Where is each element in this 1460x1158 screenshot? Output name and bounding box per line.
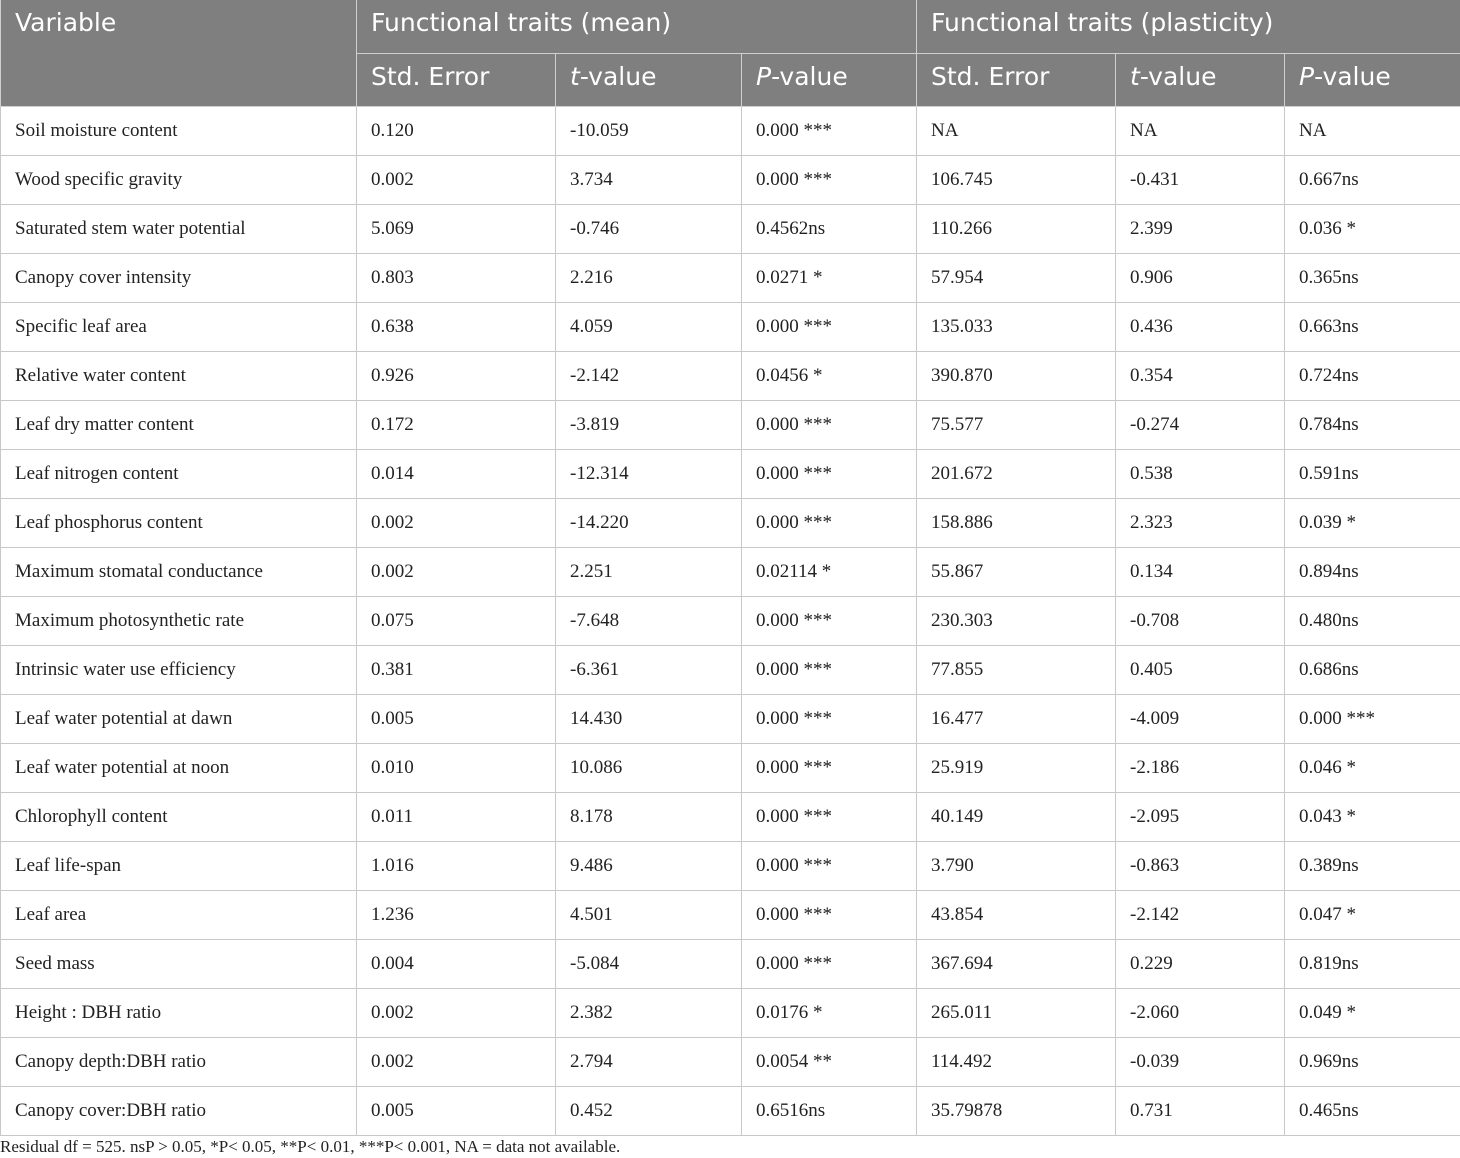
cell-mean-t-value: 14.430 bbox=[556, 695, 742, 744]
cell-plasticity-p-value: 0.784ns bbox=[1285, 401, 1460, 450]
p-suffix: -value bbox=[1314, 62, 1391, 91]
table-row bbox=[1, 107, 1460, 156]
cell-mean-std-error: 0.005 bbox=[357, 695, 556, 744]
cell-mean-std-error: 1.236 bbox=[357, 891, 556, 940]
cell-mean-t-value: 0.452 bbox=[556, 1087, 742, 1136]
cell-plasticity-std-error: 135.033 bbox=[917, 303, 1116, 352]
cell-plasticity-std-error: 40.149 bbox=[917, 793, 1116, 842]
cell-plasticity-p-value: 0.043 * bbox=[1285, 793, 1460, 842]
cell-mean-std-error: 0.172 bbox=[357, 401, 556, 450]
table-row bbox=[1, 1038, 1460, 1087]
cell-mean-t-value: 3.734 bbox=[556, 156, 742, 205]
cell-plasticity-p-value: 0.480ns bbox=[1285, 597, 1460, 646]
cell-plasticity-p-value: 0.894ns bbox=[1285, 548, 1460, 597]
t-suffix: -value bbox=[579, 62, 657, 91]
cell-plasticity-std-error: 265.011 bbox=[917, 989, 1116, 1038]
cell-plasticity-t-value: -2.142 bbox=[1116, 891, 1285, 940]
cell-mean-p-value: 0.0271 * bbox=[742, 254, 917, 303]
cell-mean-p-value: 0.000 *** bbox=[742, 793, 917, 842]
cell-variable: Chlorophyll content bbox=[1, 793, 357, 842]
table-row bbox=[1, 548, 1460, 597]
cell-mean-t-value: -3.819 bbox=[556, 401, 742, 450]
table-footnote: Residual df = 525. nsP > 0.05, *P< 0.05, **P< 0.01, ***P< 0.001, NA = data not available. bbox=[0, 1137, 621, 1156]
cell-mean-t-value: 9.486 bbox=[556, 842, 742, 891]
header-row-groups bbox=[1, 0, 1460, 54]
column-header-mean-p-value bbox=[742, 54, 917, 107]
cell-plasticity-std-error: 43.854 bbox=[917, 891, 1116, 940]
cell-mean-std-error: 0.005 bbox=[357, 1087, 556, 1136]
table-row bbox=[1, 940, 1460, 989]
cell-mean-p-value: 0.000 *** bbox=[742, 891, 917, 940]
cell-mean-p-value: 0.000 *** bbox=[742, 450, 917, 499]
cell-mean-p-value: 0.0456 * bbox=[742, 352, 917, 401]
cell-variable: Leaf phosphorus content bbox=[1, 499, 357, 548]
table-row bbox=[1, 401, 1460, 450]
cell-plasticity-t-value: -0.863 bbox=[1116, 842, 1285, 891]
t-symbol: t bbox=[570, 62, 580, 91]
cell-mean-std-error: 1.016 bbox=[357, 842, 556, 891]
cell-plasticity-p-value: 0.389ns bbox=[1285, 842, 1460, 891]
cell-plasticity-t-value: NA bbox=[1116, 107, 1285, 156]
cell-plasticity-t-value: 0.134 bbox=[1116, 548, 1285, 597]
table-row bbox=[1, 695, 1460, 744]
cell-plasticity-std-error: 55.867 bbox=[917, 548, 1116, 597]
cell-plasticity-std-error: 201.672 bbox=[917, 450, 1116, 499]
cell-plasticity-std-error: 75.577 bbox=[917, 401, 1116, 450]
cell-mean-t-value: 2.382 bbox=[556, 989, 742, 1038]
cell-plasticity-t-value: 0.354 bbox=[1116, 352, 1285, 401]
cell-mean-p-value: 0.02114 * bbox=[742, 548, 917, 597]
cell-mean-t-value: -14.220 bbox=[556, 499, 742, 548]
cell-plasticity-t-value: 0.436 bbox=[1116, 303, 1285, 352]
p-symbol: P bbox=[1299, 62, 1315, 91]
cell-mean-t-value: -12.314 bbox=[556, 450, 742, 499]
cell-plasticity-std-error: 390.870 bbox=[917, 352, 1116, 401]
cell-variable: Leaf life-span bbox=[1, 842, 357, 891]
table-row bbox=[1, 254, 1460, 303]
cell-plasticity-p-value: 0.667ns bbox=[1285, 156, 1460, 205]
cell-mean-t-value: -0.746 bbox=[556, 205, 742, 254]
cell-plasticity-std-error: NA bbox=[917, 107, 1116, 156]
cell-mean-std-error: 0.120 bbox=[357, 107, 556, 156]
table-row bbox=[1, 205, 1460, 254]
cell-plasticity-p-value: 0.819ns bbox=[1285, 940, 1460, 989]
cell-mean-p-value: 0.0176 * bbox=[742, 989, 917, 1038]
cell-plasticity-p-value: 0.047 * bbox=[1285, 891, 1460, 940]
cell-plasticity-t-value: 0.538 bbox=[1116, 450, 1285, 499]
column-header-plasticity-t-value bbox=[1116, 54, 1285, 107]
table-row bbox=[1, 450, 1460, 499]
cell-plasticity-std-error: 110.266 bbox=[917, 205, 1116, 254]
cell-mean-t-value: -10.059 bbox=[556, 107, 742, 156]
table-body bbox=[1, 107, 1460, 1136]
cell-mean-t-value: 2.251 bbox=[556, 548, 742, 597]
cell-mean-std-error: 0.075 bbox=[357, 597, 556, 646]
cell-plasticity-std-error: 16.477 bbox=[917, 695, 1116, 744]
column-header-plasticity-std-error: Std. Error bbox=[917, 54, 1116, 107]
cell-plasticity-std-error: 57.954 bbox=[917, 254, 1116, 303]
cell-mean-p-value: 0.000 *** bbox=[742, 597, 917, 646]
cell-mean-p-value: 0.000 *** bbox=[742, 303, 917, 352]
cell-plasticity-t-value: -2.186 bbox=[1116, 744, 1285, 793]
cell-plasticity-p-value: 0.049 * bbox=[1285, 989, 1460, 1038]
cell-plasticity-t-value: -0.431 bbox=[1116, 156, 1285, 205]
cell-plasticity-std-error: 3.790 bbox=[917, 842, 1116, 891]
column-group-mean: Functional traits (mean) bbox=[357, 0, 917, 54]
cell-plasticity-std-error: 367.694 bbox=[917, 940, 1116, 989]
cell-mean-std-error: 0.011 bbox=[357, 793, 556, 842]
cell-plasticity-t-value: 0.731 bbox=[1116, 1087, 1285, 1136]
cell-mean-std-error: 0.926 bbox=[357, 352, 556, 401]
cell-variable: Wood specific gravity bbox=[1, 156, 357, 205]
cell-plasticity-std-error: 230.303 bbox=[917, 597, 1116, 646]
cell-mean-p-value: 0.4562ns bbox=[742, 205, 917, 254]
cell-plasticity-std-error: 35.79878 bbox=[917, 1087, 1116, 1136]
table-row bbox=[1, 891, 1460, 940]
cell-mean-std-error: 0.381 bbox=[357, 646, 556, 695]
cell-variable: Leaf dry matter content bbox=[1, 401, 357, 450]
cell-plasticity-t-value: -4.009 bbox=[1116, 695, 1285, 744]
cell-mean-p-value: 0.000 *** bbox=[742, 499, 917, 548]
cell-mean-p-value: 0.000 *** bbox=[742, 401, 917, 450]
cell-mean-p-value: 0.000 *** bbox=[742, 695, 917, 744]
cell-variable: Relative water content bbox=[1, 352, 357, 401]
table-row bbox=[1, 156, 1460, 205]
cell-variable: Leaf nitrogen content bbox=[1, 450, 357, 499]
table-row bbox=[1, 1087, 1460, 1136]
table-header bbox=[1, 0, 1460, 107]
cell-mean-t-value: 8.178 bbox=[556, 793, 742, 842]
cell-plasticity-t-value: 2.399 bbox=[1116, 205, 1285, 254]
cell-plasticity-p-value: 0.465ns bbox=[1285, 1087, 1460, 1136]
t-symbol: t bbox=[1130, 62, 1140, 91]
column-header-variable: Variable bbox=[1, 0, 357, 107]
cell-variable: Saturated stem water potential bbox=[1, 205, 357, 254]
cell-mean-t-value: 2.794 bbox=[556, 1038, 742, 1087]
cell-mean-p-value: 0.000 *** bbox=[742, 940, 917, 989]
cell-mean-t-value: -6.361 bbox=[556, 646, 742, 695]
cell-variable: Height : DBH ratio bbox=[1, 989, 357, 1038]
cell-variable: Seed mass bbox=[1, 940, 357, 989]
p-suffix: -value bbox=[771, 62, 848, 91]
cell-mean-std-error: 0.010 bbox=[357, 744, 556, 793]
cell-plasticity-p-value: 0.000 *** bbox=[1285, 695, 1460, 744]
cell-variable: Leaf water potential at dawn bbox=[1, 695, 357, 744]
cell-plasticity-t-value: 2.323 bbox=[1116, 499, 1285, 548]
cell-plasticity-std-error: 114.492 bbox=[917, 1038, 1116, 1087]
cell-mean-t-value: 10.086 bbox=[556, 744, 742, 793]
cell-mean-p-value: 0.0054 ** bbox=[742, 1038, 917, 1087]
cell-variable: Specific leaf area bbox=[1, 303, 357, 352]
cell-variable: Maximum stomatal conductance bbox=[1, 548, 357, 597]
table-row bbox=[1, 842, 1460, 891]
column-header-mean-std-error: Std. Error bbox=[357, 54, 556, 107]
cell-mean-p-value: 0.000 *** bbox=[742, 744, 917, 793]
table-row bbox=[1, 744, 1460, 793]
cell-variable: Canopy depth:DBH ratio bbox=[1, 1038, 357, 1087]
cell-plasticity-t-value: 0.229 bbox=[1116, 940, 1285, 989]
table-row bbox=[1, 499, 1460, 548]
cell-mean-std-error: 0.803 bbox=[357, 254, 556, 303]
cell-variable: Intrinsic water use efficiency bbox=[1, 646, 357, 695]
cell-mean-p-value: 0.000 *** bbox=[742, 646, 917, 695]
cell-mean-t-value: 4.059 bbox=[556, 303, 742, 352]
cell-variable: Canopy cover intensity bbox=[1, 254, 357, 303]
cell-mean-t-value: 2.216 bbox=[556, 254, 742, 303]
p-symbol: P bbox=[756, 62, 772, 91]
cell-plasticity-std-error: 77.855 bbox=[917, 646, 1116, 695]
cell-plasticity-p-value: 0.039 * bbox=[1285, 499, 1460, 548]
cell-mean-t-value: -5.084 bbox=[556, 940, 742, 989]
cell-mean-p-value: 0.000 *** bbox=[742, 156, 917, 205]
cell-plasticity-p-value: 0.724ns bbox=[1285, 352, 1460, 401]
cell-mean-std-error: 0.014 bbox=[357, 450, 556, 499]
cell-plasticity-p-value: 0.591ns bbox=[1285, 450, 1460, 499]
cell-mean-t-value: 4.501 bbox=[556, 891, 742, 940]
cell-variable: Canopy cover:DBH ratio bbox=[1, 1087, 357, 1136]
cell-mean-std-error: 0.002 bbox=[357, 499, 556, 548]
cell-variable: Leaf water potential at noon bbox=[1, 744, 357, 793]
t-suffix: -value bbox=[1139, 62, 1217, 91]
cell-mean-p-value: 0.000 *** bbox=[742, 842, 917, 891]
cell-plasticity-t-value: -0.274 bbox=[1116, 401, 1285, 450]
column-group-plasticity: Functional traits (plasticity) bbox=[917, 0, 1460, 54]
cell-plasticity-p-value: NA bbox=[1285, 107, 1460, 156]
cell-plasticity-t-value: 0.906 bbox=[1116, 254, 1285, 303]
cell-variable: Leaf area bbox=[1, 891, 357, 940]
table-row bbox=[1, 352, 1460, 401]
cell-mean-std-error: 0.638 bbox=[357, 303, 556, 352]
cell-plasticity-p-value: 0.036 * bbox=[1285, 205, 1460, 254]
cell-mean-std-error: 0.002 bbox=[357, 1038, 556, 1087]
cell-plasticity-t-value: 0.405 bbox=[1116, 646, 1285, 695]
cell-mean-std-error: 0.002 bbox=[357, 548, 556, 597]
cell-variable: Soil moisture content bbox=[1, 107, 357, 156]
cell-plasticity-p-value: 0.663ns bbox=[1285, 303, 1460, 352]
cell-plasticity-std-error: 106.745 bbox=[917, 156, 1116, 205]
cell-mean-std-error: 0.004 bbox=[357, 940, 556, 989]
cell-plasticity-t-value: -2.060 bbox=[1116, 989, 1285, 1038]
cell-mean-std-error: 5.069 bbox=[357, 205, 556, 254]
table-row bbox=[1, 989, 1460, 1038]
cell-plasticity-p-value: 0.046 * bbox=[1285, 744, 1460, 793]
cell-plasticity-t-value: -0.039 bbox=[1116, 1038, 1285, 1087]
cell-mean-std-error: 0.002 bbox=[357, 156, 556, 205]
table-row bbox=[1, 303, 1460, 352]
cell-mean-t-value: -2.142 bbox=[556, 352, 742, 401]
column-header-plasticity-p-value bbox=[1285, 54, 1460, 107]
cell-mean-p-value: 0.6516ns bbox=[742, 1087, 917, 1136]
cell-variable: Maximum photosynthetic rate bbox=[1, 597, 357, 646]
table-row bbox=[1, 597, 1460, 646]
cell-plasticity-std-error: 25.919 bbox=[917, 744, 1116, 793]
cell-plasticity-p-value: 0.969ns bbox=[1285, 1038, 1460, 1087]
table-row bbox=[1, 646, 1460, 695]
cell-plasticity-t-value: -0.708 bbox=[1116, 597, 1285, 646]
cell-mean-t-value: -7.648 bbox=[556, 597, 742, 646]
cell-plasticity-p-value: 0.365ns bbox=[1285, 254, 1460, 303]
cell-plasticity-std-error: 158.886 bbox=[917, 499, 1116, 548]
table-row bbox=[1, 793, 1460, 842]
column-header-mean-t-value bbox=[556, 54, 742, 107]
cell-plasticity-p-value: 0.686ns bbox=[1285, 646, 1460, 695]
cell-mean-p-value: 0.000 *** bbox=[742, 107, 917, 156]
cell-mean-std-error: 0.002 bbox=[357, 989, 556, 1038]
cell-plasticity-t-value: -2.095 bbox=[1116, 793, 1285, 842]
